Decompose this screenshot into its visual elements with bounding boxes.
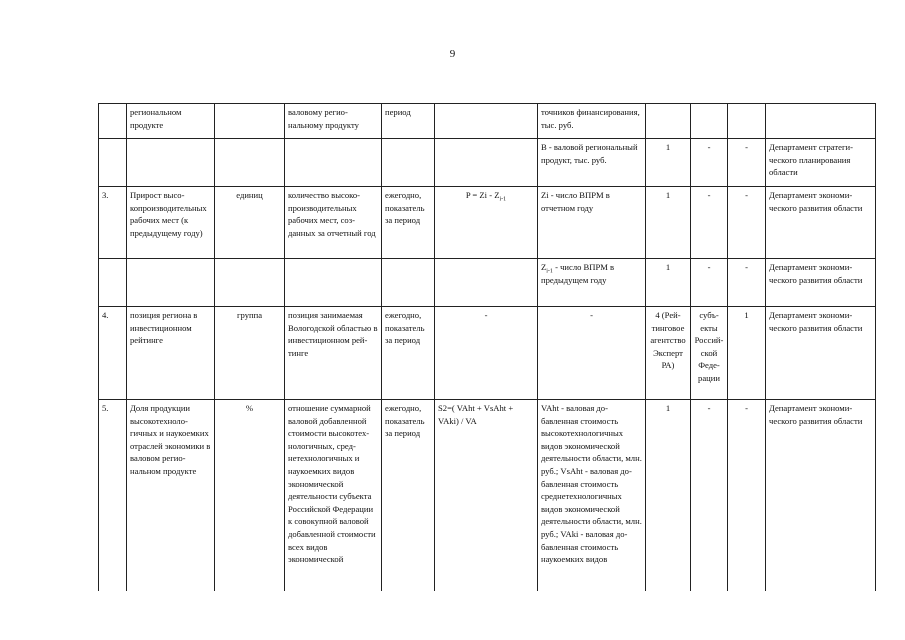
value1-cell: 1 bbox=[646, 187, 691, 259]
value1-cell bbox=[646, 104, 691, 139]
responsible-cell: Департамент экономического развития области bbox=[766, 259, 876, 307]
value2-cell bbox=[691, 104, 728, 139]
variables-cell: Zi - число ВПРМ в отчетном году bbox=[538, 187, 646, 259]
unit-cell bbox=[215, 104, 285, 139]
table-row bbox=[99, 259, 876, 307]
page-number: 9 bbox=[449, 48, 456, 60]
value2-cell: - bbox=[691, 400, 728, 592]
value2-cell: - bbox=[691, 187, 728, 259]
table-row bbox=[99, 187, 876, 259]
row-number-cell bbox=[99, 139, 127, 187]
definition-cell bbox=[285, 259, 382, 307]
responsible-cell bbox=[766, 104, 876, 139]
definition-cell: позиция занимаемая Вологодской областью в инвестиционном рейтинге bbox=[285, 307, 382, 400]
variable-symbol: Z bbox=[541, 262, 547, 272]
value1-cell: 4 (Рейтинговое агентство Эксперт РА) bbox=[646, 307, 691, 400]
responsible-cell: Департамент экономического развития области bbox=[766, 307, 876, 400]
value2-cell: - bbox=[691, 139, 728, 187]
frequency-cell: ежегодно, показатель за период bbox=[382, 400, 435, 592]
value3-cell bbox=[728, 104, 766, 139]
value3-cell: - bbox=[728, 259, 766, 307]
unit-cell: группа bbox=[215, 307, 285, 400]
unit-cell bbox=[215, 259, 285, 307]
indicator-cell: Прирост высокопроизводительных рабочих мест (к предыдущему году) bbox=[127, 187, 215, 259]
responsible-cell: Департамент экономического развития области bbox=[766, 187, 876, 259]
indicator-cell: региональном продукте bbox=[127, 104, 215, 139]
variables-cell bbox=[538, 259, 646, 307]
unit-cell bbox=[215, 139, 285, 187]
value3-cell: - bbox=[728, 187, 766, 259]
frequency-cell bbox=[382, 139, 435, 187]
value3-cell: 1 bbox=[728, 307, 766, 400]
value3-cell: - bbox=[728, 139, 766, 187]
frequency-cell: ежегодно, показатель за период bbox=[382, 187, 435, 259]
formula-cell bbox=[435, 187, 538, 259]
row-number-cell: 3. bbox=[99, 187, 127, 259]
frequency-cell: ежегодно, показатель за период bbox=[382, 307, 435, 400]
row-number-cell: 5. bbox=[99, 400, 127, 592]
value1-cell: 1 bbox=[646, 259, 691, 307]
row-number-cell bbox=[99, 259, 127, 307]
definition-cell: валовому региональному продукту bbox=[285, 104, 382, 139]
formula-cell bbox=[435, 104, 538, 139]
variable-subscript: i-1 bbox=[546, 268, 553, 275]
indicator-cell bbox=[127, 139, 215, 187]
indicators-table bbox=[98, 103, 876, 591]
value2-cell: - bbox=[691, 259, 728, 307]
table-row bbox=[99, 139, 876, 187]
indicator-cell bbox=[127, 259, 215, 307]
frequency-cell: период bbox=[382, 104, 435, 139]
responsible-cell: Департамент экономического развития области bbox=[766, 400, 876, 592]
variable-description: - число ВПРМ в предыдущем году bbox=[541, 262, 615, 285]
indicator-cell: Доля продукции высокотехнологичных и наукоемких отраслей экономики в валовом региональном продукте bbox=[127, 400, 215, 592]
value1-cell: 1 bbox=[646, 400, 691, 592]
value1-cell: 1 bbox=[646, 139, 691, 187]
variables-cell: В - валовой региональный продукт, тыс. руб. bbox=[538, 139, 646, 187]
table-row bbox=[99, 400, 876, 592]
formula-cell bbox=[435, 139, 538, 187]
responsible-cell: Департамент стратегического планирования области bbox=[766, 139, 876, 187]
unit-cell: % bbox=[215, 400, 285, 592]
row-number-cell bbox=[99, 104, 127, 139]
indicator-cell: позиция региона в инвестиционном рейтинге bbox=[127, 307, 215, 400]
value2-cell: субъекты Российской Федерации bbox=[691, 307, 728, 400]
formula-text: P = Zi - Z bbox=[465, 190, 500, 200]
value3-cell: - bbox=[728, 400, 766, 592]
frequency-cell bbox=[382, 259, 435, 307]
table-row bbox=[99, 104, 876, 139]
definition-cell bbox=[285, 139, 382, 187]
variables-cell: VAht - валовая добавленная стоимость высокотехнологичных видов экономической деятельности области, млн. руб.; VsAht - валовая добавленная стоимость среднетехнологичных видов экономической деятельности области, млн. руб.; VAki - валовая добавленная стоимость наукоемких видов bbox=[538, 400, 646, 592]
definition-cell: отношение суммарной валовой добавленной стоимости высокотехнологичных, среднетехнологичных и наукоемких видов экономической деятельности субъекта Российской Федерации к совокупной валовой добавленной стоимости всех видов экономической bbox=[285, 400, 382, 592]
definition-cell: количество высокопроизводительных рабочих мест, созданных за отчетный год bbox=[285, 187, 382, 259]
row-number-cell: 4. bbox=[99, 307, 127, 400]
variables-cell: - bbox=[538, 307, 646, 400]
formula-cell: - bbox=[435, 307, 538, 400]
variables-cell: точников финансирования, тыс. руб. bbox=[538, 104, 646, 139]
table-row bbox=[99, 307, 876, 400]
formula-cell bbox=[435, 259, 538, 307]
unit-cell: единиц bbox=[215, 187, 285, 259]
formula-subscript: i-1 bbox=[499, 196, 507, 203]
formula-cell: S2=( VAht + VsAht + VAki) / VA bbox=[435, 400, 538, 592]
